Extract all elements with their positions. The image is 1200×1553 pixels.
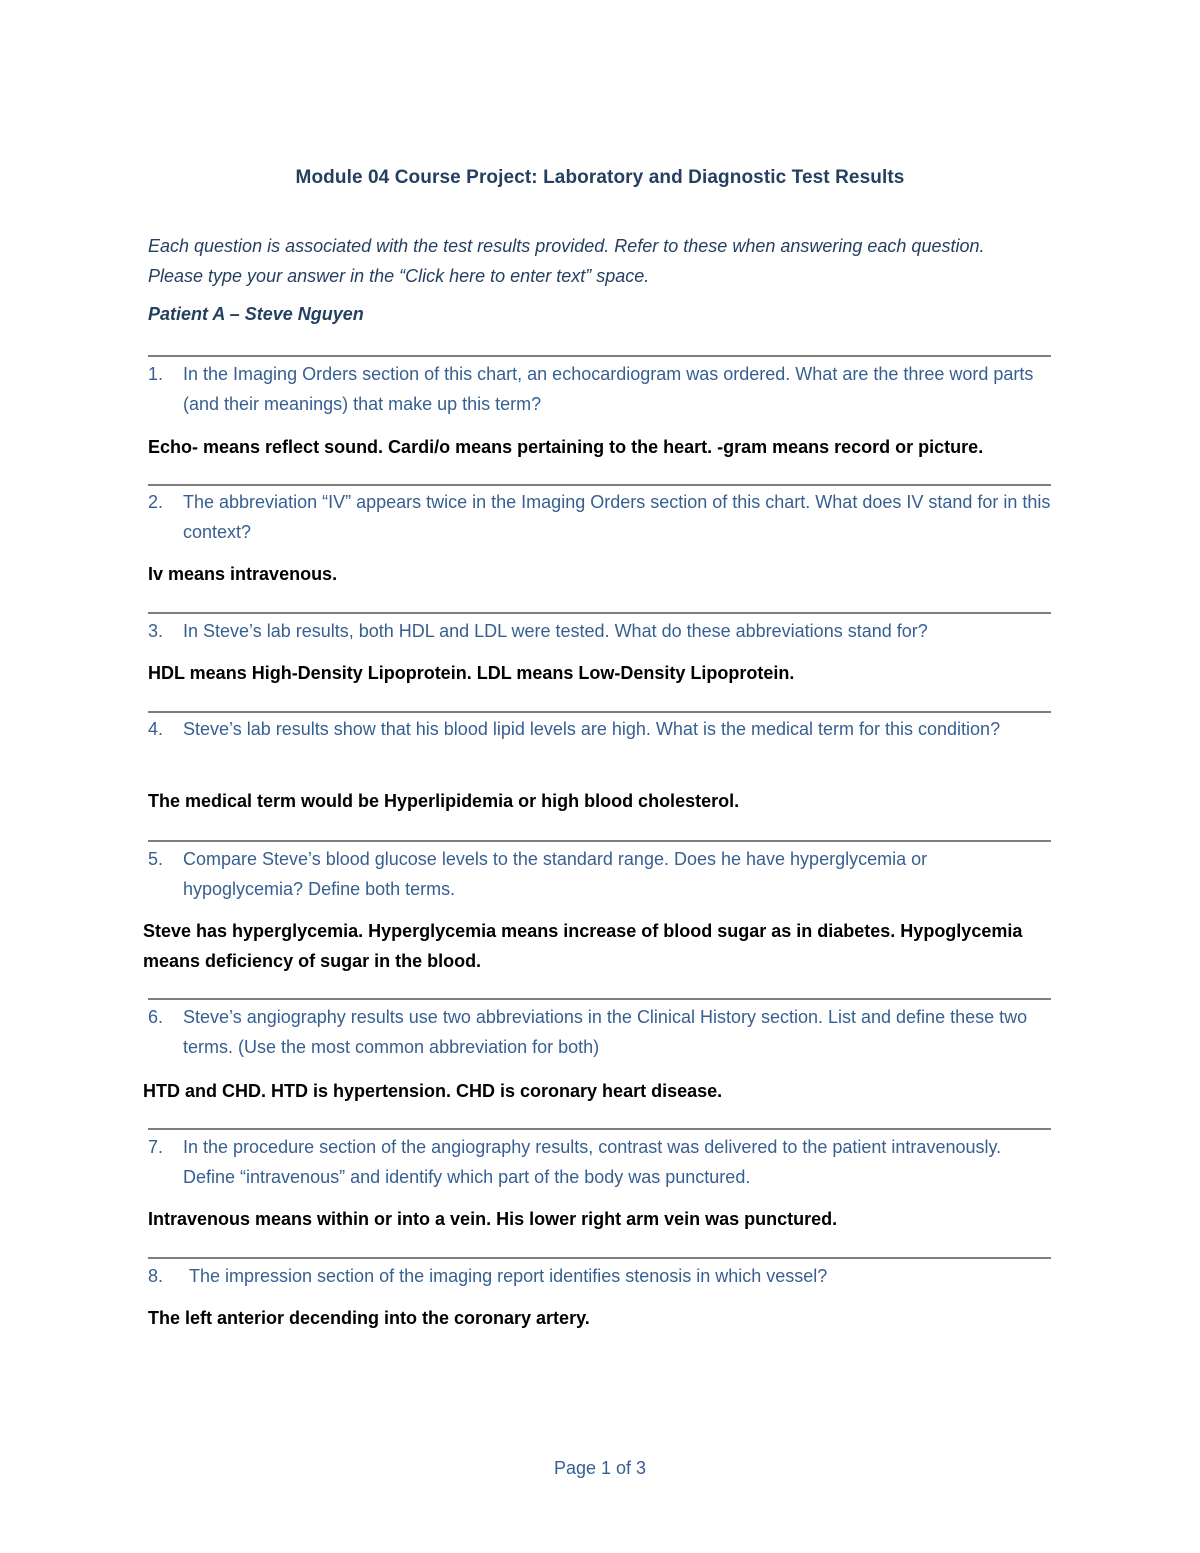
question-number: 4.: [148, 719, 164, 739]
question-number: 5.: [148, 849, 164, 869]
answer-4: The medical term would be Hyperlipidemia or high blood cholesterol.: [148, 791, 740, 811]
answer-5: Steve has hyperglycemia. Hyperglycemia means increase of blood sugar as in diabetes. Hypoglycemia means deficiency of sugar in the blood.: [143, 921, 1023, 971]
patient-heading: Patient A – Steve Nguyen: [148, 304, 364, 324]
question-text: In the Imaging Orders section of this chart, an echocardiogram was ordered. What are the three word parts (and their meanings) that make up this term?: [183, 364, 1034, 414]
answer-1: Echo- means reflect sound. Cardi/o means pertaining to the heart. -gram means record or picture.: [148, 437, 984, 457]
question-6: [148, 1002, 1051, 1062]
answer-8: The left anterior decending into the coronary artery.: [148, 1308, 590, 1328]
question-number: 1.: [148, 364, 164, 384]
question-divider: [148, 998, 1051, 1000]
question-4: [148, 714, 1051, 744]
question-number: 6.: [148, 1007, 164, 1027]
question-text: In the procedure section of the angiography results, contrast was delivered to the patient intravenously. Define “intravenous” and identify which part of the body was punctured.: [183, 1137, 1002, 1187]
instructions: Each question is associated with the test results provided. Refer to these when answering each question. Please type your answer in the “Click here to enter text” space.: [148, 236, 985, 286]
question-2: [148, 487, 1051, 547]
question-number: 8.: [148, 1266, 164, 1286]
question-divider: [148, 1128, 1051, 1130]
question-text: In Steve’s lab results, both HDL and LDL were tested. What do these abbreviations stand for?: [183, 621, 928, 641]
question-divider: [148, 840, 1051, 842]
question-divider: [148, 711, 1051, 713]
question-number: 3.: [148, 621, 164, 641]
page-number: Page 1 of 3: [553, 1458, 647, 1478]
question-number: 2.: [148, 492, 164, 512]
answer-3: HDL means High-Density Lipoprotein. LDL means Low-Density Lipoprotein.: [148, 663, 795, 683]
question-text: The impression section of the imaging report identifies stenosis in which vessel?: [189, 1266, 828, 1286]
question-text: Compare Steve’s blood glucose levels to the standard range. Does he have hyperglycemia or hypoglycemia? Define both terms.: [183, 849, 928, 899]
question-divider: [148, 612, 1051, 614]
document-title: Module 04 Course Project: Laboratory and Diagnostic Test Results: [295, 167, 905, 188]
question-divider: [148, 355, 1051, 357]
question-divider: [148, 1257, 1051, 1259]
question-8: [148, 1261, 1051, 1291]
question-5: [148, 844, 1051, 904]
question-3: [148, 616, 1051, 646]
question-number: 7.: [148, 1137, 164, 1157]
question-text: Steve’s angiography results use two abbreviations in the Clinical History section. List and define these two terms. (Use the most common abbreviation for both): [183, 1007, 1028, 1057]
answer-6: HTD and CHD. HTD is hypertension. CHD is coronary heart disease.: [143, 1081, 723, 1101]
question-text: Steve’s lab results show that his blood lipid levels are high. What is the medical term for this condition?: [183, 719, 1001, 739]
question-7: [148, 1132, 1051, 1192]
answer-2: Iv means intravenous.: [148, 564, 338, 584]
question-divider: [148, 484, 1051, 486]
answer-7: Intravenous means within or into a vein. His lower right arm vein was punctured.: [148, 1209, 838, 1229]
question-1: [148, 359, 1051, 419]
question-text: The abbreviation “IV” appears twice in the Imaging Orders section of this chart. What does IV stand for in this context?: [183, 492, 1051, 542]
